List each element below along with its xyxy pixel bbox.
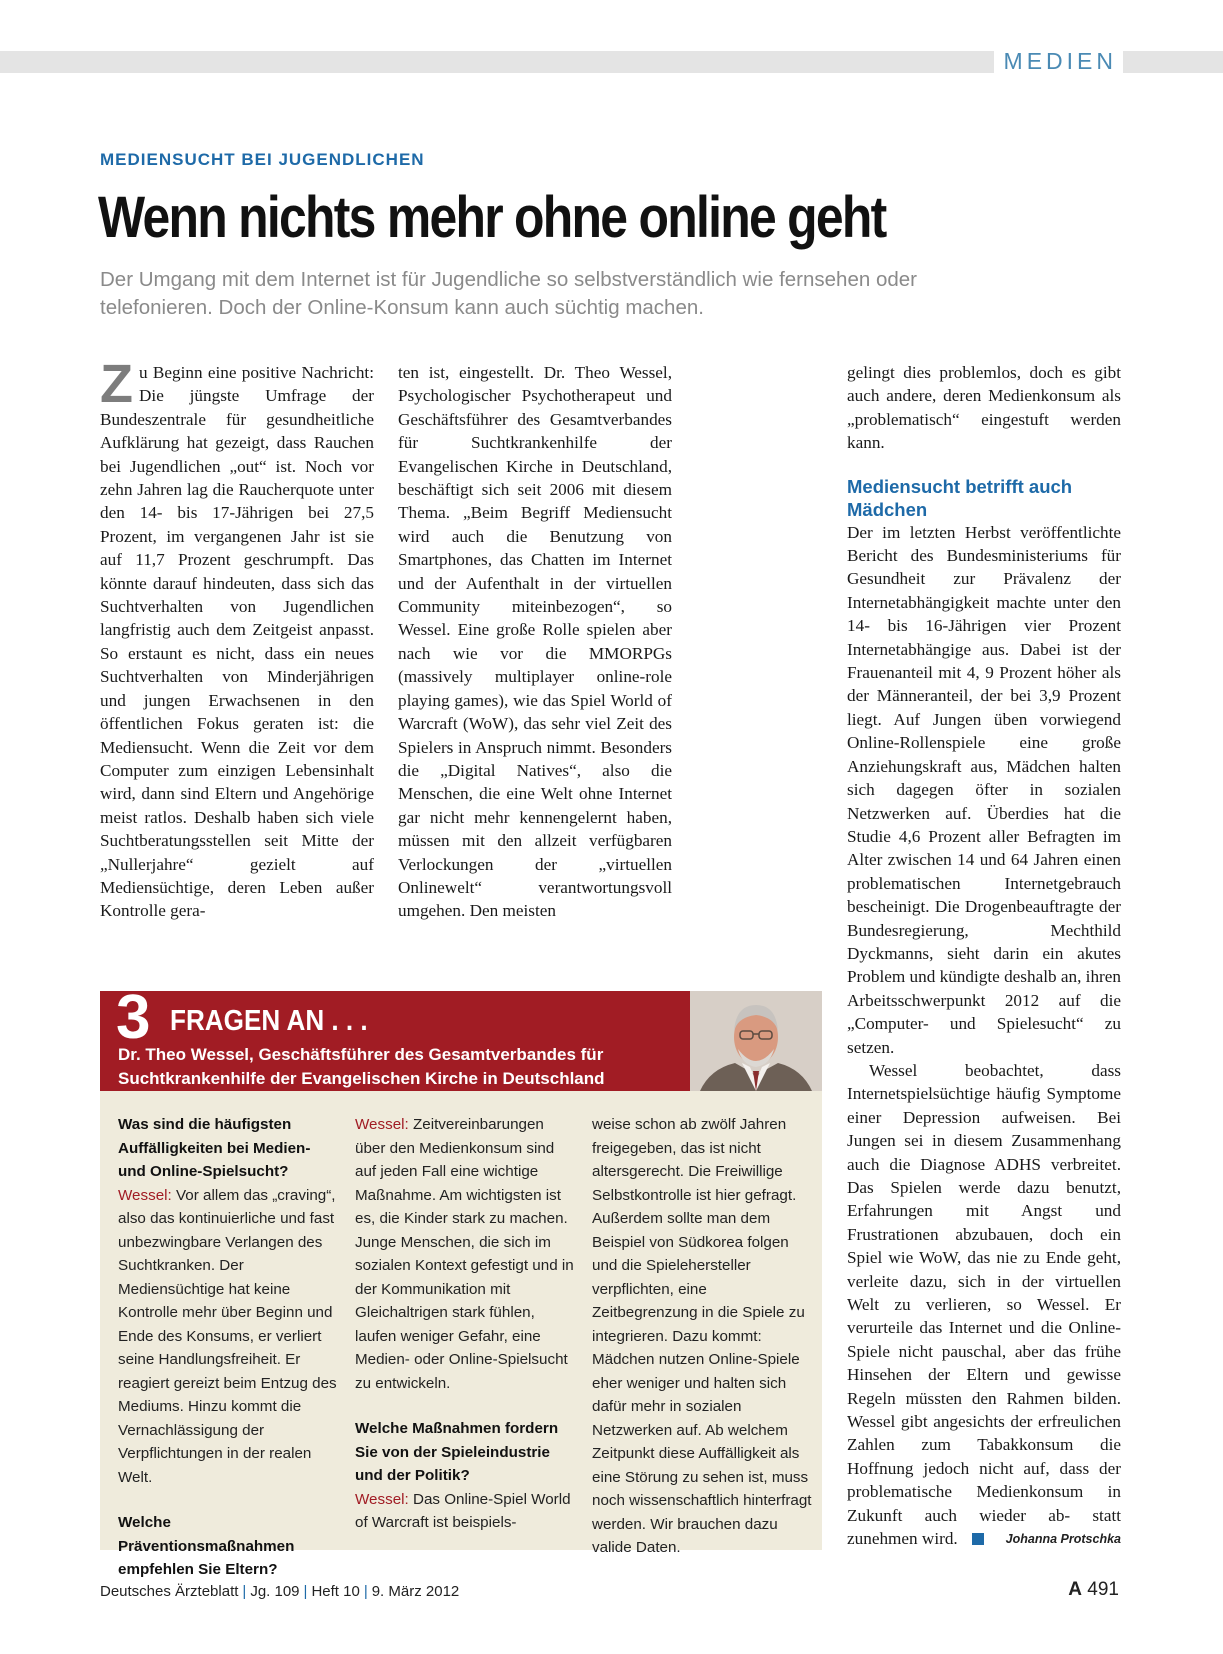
question-3: Welche Maßnahmen fordern Sie von der Spieleindustrie und der Politik? <box>355 1420 559 1484</box>
answer-2: Zeitvereinbarungen über den Medienkonsum sind auf jeden Fall eine wichtige Maßnahme. Am wichtigsten ist es, die Kinder stark zu machen. Junge Menschen, die sich im sozialen Kontext gefestigt und in der Kommunikation mit Gleichaltrigen stark fühlen, laufen weniger Gefahr, eine Medien- oder Online-Spielsucht zu entwickeln. <box>355 1116 574 1392</box>
journal-volume: Jg. 109 <box>250 1583 300 1600</box>
portrait-icon <box>690 991 822 1091</box>
subheading: Mediensucht betrifft auch Mädchen <box>847 475 1073 520</box>
answer-3: Das Online-Spiel World of Warcraft ist beispiels- <box>355 1490 571 1531</box>
lead-paragraph: Der Umgang mit dem Internet ist für Jugendliche so selbstverständlich wie fernsehen oder telefonieren. Doch der Online-Konsum kann auch süchtig machen. <box>100 268 917 319</box>
article-text-col2: ten ist, eingestellt. Dr. Theo Wessel, Psychologischer Psychotherapeut und Geschäftsführer des Gesamtverbandes für Suchtkrankenhilfe der Evangelischen Kirche in Deutschland, beschäftigt sich seit 2006 mit diesem Thema. „Beim Begriff Mediensucht wird auch die Benutzung von Smartphones, das Chatten im Internet und der Aufenthalt in der virtuellen Community miteinbezogen“, so Wessel. Eine große Rolle spielen aber nach wie vor die MMORPGs (massively multiplayer online-role playing games), wie das Spiel World of Warcraft (WoW), das sehr viel Zeit des Spielers in Anspruch nimmt. Besonders die „Digital Natives“, also die Menschen, die eine Welt ohne Internet gar nicht mehr kennengelernt haben, müssen mit den allzeit verfügbaren Verlockungen der „virtuellen Onlinewelt“ verantwortungsvoll umgehen. Den meisten <box>398 363 672 921</box>
journal-name: Deutsches Ärzteblatt <box>100 1583 239 1600</box>
interview-subtitle: Dr. Theo Wessel, Geschäftsführer des Gesamtverbandes für Suchtkrankenhilfe der Evangelischen Kirche in Deutschland <box>118 1045 605 1088</box>
drop-cap: Z <box>100 354 133 414</box>
article-column-2 <box>398 361 672 923</box>
kicker: MEDIENSUCHT BEI JUGENDLICHEN <box>100 150 425 169</box>
answer-1: Vor allem das „craving“, also das kontinuierliche und fast unbezwingbare Verlangen des Suchtkranken. Der Mediensüchtige hat keine Kontrolle mehr über Beginn und Ende des Konsums, er verliert seine Handlungsfreiheit. Er reagiert gereizt beim Entzug des Mediums. Hinzu kommt die Vernachlässigung der Verpflichtungen in der realen Welt. <box>118 1186 337 1486</box>
page-prefix: A <box>1068 1579 1083 1600</box>
question-1: Was sind die häufigsten Auffälligkeiten bei Medien- und Online-Spielsucht? <box>118 1116 311 1180</box>
article-text-col1: u Beginn eine positive Nachricht: Die jüngste Umfrage der Bundeszentrale für gesundheitliche Aufklärung hat gezeigt, dass Rauchen bei Jugendlichen „out“ ist. Noch vor zehn Jahren lag die Raucherquote unter den 14- bis 17-Jährigen bei 27,5 Prozent, im vergangenen Jahr ist sie auf 11,7 Prozent geschrumpft. Das könnte darauf hindeuten, dass sich das Suchtverhalten von Jugendlichen langfristig auch dem Zeitgeist anpasst. So erstaunt es nicht, dass ein neues Suchtverhalten von Minderjährigen und jungen Erwachsenen in den öffentlichen Fokus geraten ist: die Mediensucht. Wenn die Zeit vor dem Computer zum einzigen Lebensinhalt wird, dann sind Eltern und Angehörige meist ratlos. Deshalb haben sich viele Suchtberatungsstellen seit Mitte der „Nullerjahre“ gezielt auf Mediensüchtige, deren Leben außer Kontrolle gera- <box>100 363 374 921</box>
interview-box-header <box>100 991 822 1091</box>
interview-title: FRAGEN AN . . . <box>170 1005 368 1037</box>
speaker-name: Wessel: <box>355 1490 409 1508</box>
interview-column-2 <box>355 1113 575 1535</box>
journal-issue: Heft 10 <box>311 1583 360 1600</box>
author-byline: Johanna Protschka <box>1005 1532 1121 1546</box>
portrait-photo <box>690 991 822 1091</box>
interview-column-1 <box>118 1113 338 1582</box>
article-text-col3-p3: Wessel beobachtet, dass Internetspielsüchtige häufig Symptome einer Depression aufweisen. Bei Jungen sei in diesem Zusammenhang auch die Diagnose ADHS verbreitet. Das Spielen werde dazu benutzt, Erfahrungen mit Angst und Frustrationen abzubauen, doch ein Spiel wie WoW, das nie zu Ende geht, verleite dazu, sich in der virtuellen Welt zu verlieren, so Wessel. Er verurteile das Internet und die Online-Spiele nicht pauschal, aber das frühe Hinsehen der Eltern und gewisse Regeln müssten den Rahmen bilden. Wessel gibt angesichts der erfreulichen Zahlen zum Tabakkonsum die Hoffnung jedoch nicht auf, dass der problematische Medienkonsum in Zukunft auch wieder ab- statt zunehmen wird. <box>847 1060 1121 1549</box>
article-column-3 <box>847 361 1121 1551</box>
page-value: 491 <box>1087 1579 1119 1600</box>
section-label: MEDIEN <box>994 46 1123 76</box>
journal-date: 9. März 2012 <box>371 1583 460 1600</box>
article-text-col3-p1: gelingt dies problemlos, doch es gibt auch andere, deren Medienkonsum als „problematisch“ eingestuft werden kann. <box>847 363 1121 453</box>
footer-citation: Deutsches Ärzteblatt | Jg. 109 | Heft 10 | 9. März 2012 <box>100 1583 460 1600</box>
interview-number: 3 <box>116 991 151 1052</box>
page-number <box>1068 1579 1119 1601</box>
end-mark-icon <box>972 1533 984 1545</box>
answer-3-continued: weise schon ab zwölf Jahren freigegeben, das ist nicht altersgerecht. Die Freiwillige Selbstkontrolle ist hier gefragt. Außerdem sollte man dem Beispiel von Südkorea folgen und die Spielehersteller verpflichten, eine Zeitbegrenzung in die Spiele zu integrieren. Dazu kommt: Mädchen nutzen Online-Spiele eher weniger und halten sich dafür mehr in sozialen Netzwerken auf. Ab welchem Zeitpunkt diese Auffälligkeit als eine Störung zu sehen ist, muss noch wissenschaftlich hinterfragt werden. Wir brauchen dazu valide Daten. <box>592 1116 812 1556</box>
interview-column-3 <box>592 1113 812 1560</box>
headline: Wenn nichts mehr ohne online geht <box>98 185 886 250</box>
question-2: Welche Präventionsmaßnahmen empfehlen Sie Eltern? <box>118 1514 295 1578</box>
article-column-1 <box>100 354 374 923</box>
article-text-col3-p2: Der im letzten Herbst veröffentlichte Bericht des Bundesministeriums für Gesundheit zur Prävalenz der Internetabhängigkeit machte unter den 14- bis 16-Jährigen vier Prozent Internetabhängige aus. Dabei ist der Frauenanteil mit 4, 9 Prozent höher als der Männeranteil, der bei 3,9 Prozent liegt. Auf Jungen üben vorwiegend Online-Rollenspiele eine große Anziehungskraft aus, Mädchen halten sich dagegen öfter in sozialen Netzwerken auf. Überdies hat die Studie 4,6 Prozent aller Befragten im Alter zwischen 14 und 64 Jahren einen problematischen Internetgebrauch bescheinigt. Die Drogenbeauftragte der Bundesregierung, Mechthild Dyckmanns, sieht darin ein akutes Problem und kündigte deshalb an, ihren Arbeitsschwerpunkt 2012 auf die „Computer- und Spielesucht“ zu setzen. <box>847 522 1121 1057</box>
speaker-name: Wessel: <box>355 1116 409 1133</box>
speaker-name: Wessel: <box>118 1186 172 1204</box>
